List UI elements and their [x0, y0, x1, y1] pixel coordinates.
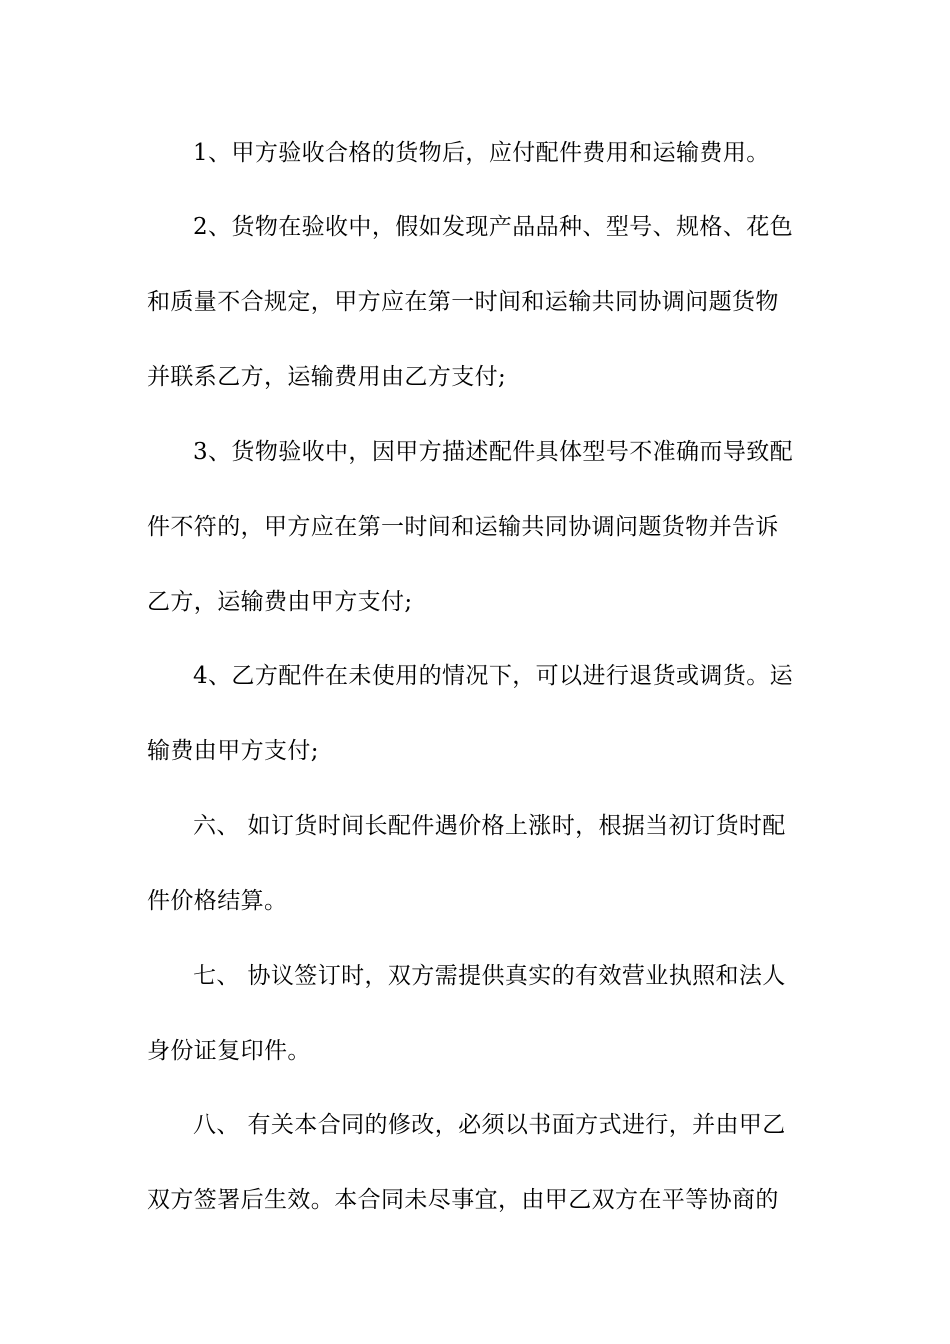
clause-8-line-1: 八、 有关本合同的修改，必须以书面方式进行，并由甲乙 — [193, 1112, 786, 1138]
clause-7-line-1: 七、 协议签订时，双方需提供真实的有效营业执照和法人 — [193, 963, 786, 989]
paragraph-3-line-1: 3、货物验收中，因甲方描述配件具体型号不准确而导致配 — [193, 439, 794, 465]
clause-8-line-2: 双方签署后生效。本合同未尽事宜，由甲乙双方在平等协商的 — [147, 1187, 779, 1213]
paragraph-1-line-1: 1、甲方验收合格的货物后，应付配件费用和运输费用。 — [193, 140, 770, 166]
paragraph-2-line-2: 和质量不合规定，甲方应在第一时间和运输共同协调问题货物 — [147, 289, 779, 315]
paragraph-3-line-3: 乙方，运输费由甲方支付; — [147, 589, 413, 615]
clause-6-line-1: 六、 如订货时间长配件遇价格上涨时，根据当初订货时配 — [193, 813, 786, 839]
paragraph-4-line-1: 4、乙方配件在未使用的情况下，可以进行退货或调货。运 — [193, 663, 794, 689]
paragraph-2-line-1: 2、货物在验收中，假如发现产品品种、型号、规格、花色 — [193, 214, 794, 240]
paragraph-4-line-2: 输费由甲方支付; — [147, 738, 319, 764]
paragraph-2-line-3: 并联系乙方，运输费用由乙方支付; — [147, 364, 507, 390]
paragraph-3-line-2: 件不符的，甲方应在第一时间和运输共同协调问题货物并告诉 — [147, 514, 779, 540]
clause-7-line-2: 身份证复印件。 — [147, 1038, 311, 1064]
clause-6-line-2: 件价格结算。 — [147, 888, 288, 914]
